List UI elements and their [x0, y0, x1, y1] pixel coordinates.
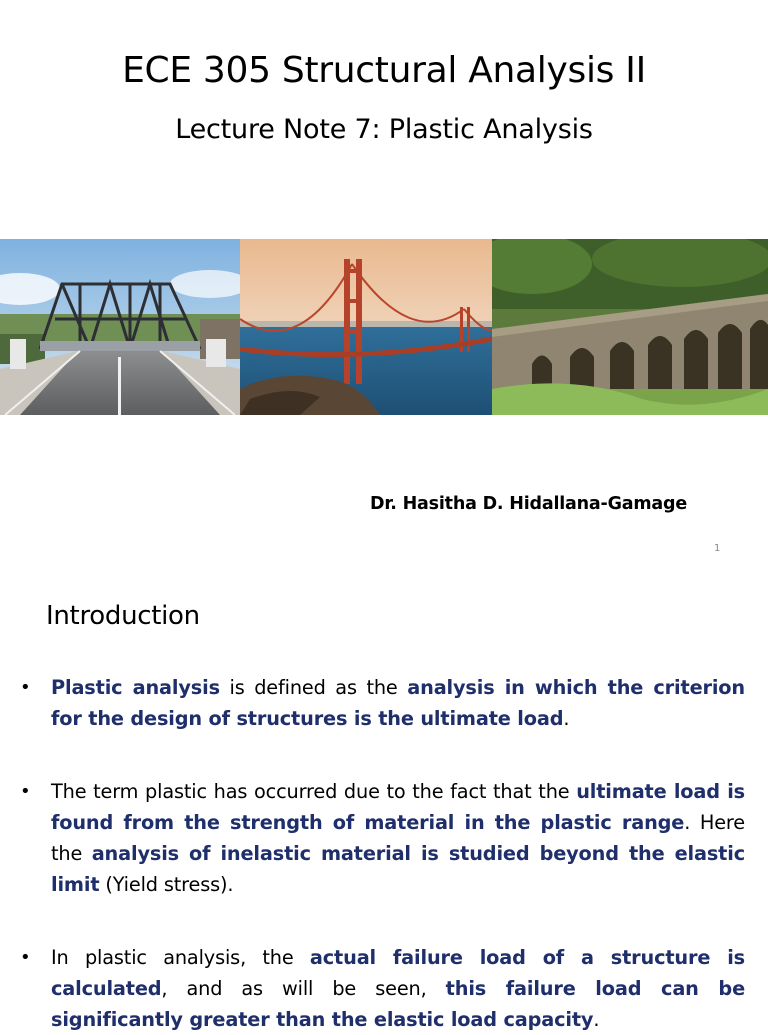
- arch-bridge-image: [492, 239, 768, 415]
- body-text: The term plastic has occurred due to the fact that the: [51, 780, 577, 803]
- highlight-text: Plastic analysis: [51, 676, 220, 699]
- suspension-bridge-image: [240, 239, 492, 415]
- highlight-text: this failure load can be significantly greater than the elastic load capacity: [51, 977, 745, 1031]
- body-text: (Yield stress).: [99, 873, 234, 896]
- page-number: 1: [714, 543, 721, 554]
- body-text: In plastic analysis, the: [51, 946, 310, 969]
- bullet-point-3: [20, 942, 748, 1031]
- bullet-icon: •: [20, 677, 31, 698]
- body-text: .: [593, 1008, 600, 1031]
- body-text: .: [563, 707, 570, 730]
- body-text: , and as will be seen,: [161, 977, 446, 1000]
- bullet-text: [51, 776, 745, 900]
- truss-bridge-image: [0, 239, 240, 415]
- bridge-photo-strip: [0, 239, 768, 415]
- body-text: . Here the: [51, 811, 745, 865]
- highlight-text: ultimate load is found from the strength of material in the plastic range: [51, 780, 745, 834]
- slide-subtitle: Lecture Note 7: Plastic Analysis: [175, 114, 593, 145]
- body-text: is defined as the: [219, 676, 408, 699]
- highlight-text: analysis in which the criterion for the design of structures is the ultimate load: [51, 676, 745, 730]
- highlight-text: actual failure load of a structure is calculated: [51, 946, 745, 1000]
- highlight-text: analysis of inelastic material is studied beyond the elastic limit: [51, 842, 745, 896]
- bullet-point-1: [20, 672, 748, 734]
- slide-title: ECE 305 Structural Analysis II: [122, 50, 646, 91]
- bullet-icon: •: [20, 781, 31, 802]
- bullet-point-2: [20, 776, 748, 896]
- bullet-text: [51, 942, 745, 1035]
- author-name: Dr. Hasitha D. Hidallana-Gamage: [370, 494, 687, 514]
- bullet-icon: •: [20, 947, 31, 968]
- bullet-text: [51, 672, 745, 734]
- introduction-slide: [0, 576, 768, 1031]
- section-heading: Introduction: [46, 601, 200, 631]
